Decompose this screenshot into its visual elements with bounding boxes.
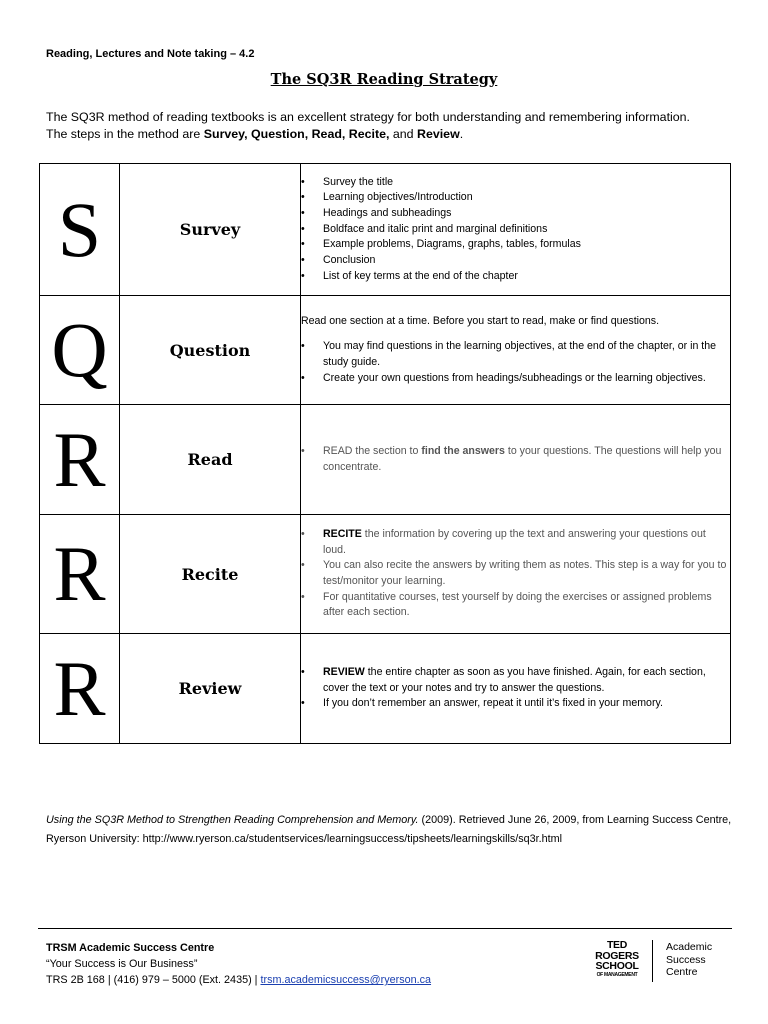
table-row-read (40, 405, 731, 515)
footer-contact (46, 972, 431, 988)
email-link[interactable]: trsm.academicsuccess@ryerson.ca (260, 974, 432, 986)
footer (46, 940, 431, 988)
letter-cell: S (40, 164, 120, 296)
step-description (301, 405, 731, 515)
footer-org-name: TRSM Academic Success Centre (46, 942, 215, 954)
logo-right-line-3: Centre (666, 966, 698, 978)
list-item (301, 527, 730, 558)
footer-divider (38, 928, 732, 929)
logo-divider (652, 940, 653, 982)
logo-line-school: SCHOOL (595, 960, 639, 972)
logo-line-ted: TED (606, 939, 628, 951)
table-row-survey (40, 164, 731, 296)
table-row-recite (40, 515, 731, 634)
step-description (301, 515, 731, 634)
page-title: The SQ3R Reading Strategy (270, 71, 498, 88)
list-item: • Conclusion (301, 253, 730, 269)
list-item: • You can also recite the answers by writing them as notes. This step is a way for you to test/monitor your learning. (301, 558, 730, 589)
logo-line-management: OF MANAGEMENT (596, 971, 638, 978)
letter-cell: Q (40, 296, 120, 405)
list-item (301, 665, 730, 696)
step-name-cell: Survey (120, 164, 301, 296)
trsm-logo (576, 940, 736, 984)
table-row-review (40, 634, 731, 744)
citation-rest: (2009). Retrieved June 26, 2009, from Learning Success Centre, Ryerson University: http://www.ryerson.ca/studentservices/learningsuccess/tipsheets/learningskills/sq3r.html (46, 814, 732, 845)
intro-steps: Survey, Question, Read, Recite, (203, 127, 390, 141)
step-description (301, 634, 731, 744)
step-name-cell: Question (120, 296, 301, 405)
list-item: • Example problems, Diagrams, graphs, tables, formulas (301, 237, 730, 253)
list-item: • Survey the title (301, 175, 730, 191)
letter-cell: R (40, 405, 120, 515)
letter-cell: R (40, 515, 120, 634)
recite-rest: the information by covering up the text and answering your questions out loud. (323, 527, 706, 556)
read-text-a: READ the section to (323, 444, 422, 457)
intro-and: and (389, 127, 417, 141)
step-description (301, 296, 731, 405)
step-name-cell: Recite (120, 515, 301, 634)
list-item: • Learning objectives/Introduction (301, 190, 730, 206)
ted-rogers-logo-text (576, 940, 658, 978)
review-bold: REVIEW (323, 665, 365, 678)
intro-period: . (459, 127, 464, 141)
list-item: • Boldface and italic print and marginal definitions (301, 222, 730, 238)
list-item (301, 444, 730, 475)
read-text-b: find the answers (421, 444, 505, 457)
logo-right-line-2: Success (666, 953, 706, 966)
intro-last-step: Review (417, 127, 460, 141)
list-item: • List of key terms at the end of the chapter (301, 269, 730, 285)
list-item: • You may find questions in the learning objectives, at the end of the chapter, or in the study guide. (301, 339, 730, 370)
logo-right-line-1: Academic (666, 941, 713, 953)
letter-cell: R (40, 634, 120, 744)
list-item: • For quantitative courses, test yourself by doing the exercises or assigned problems after each section. (301, 590, 730, 621)
header-course-label: Reading, Lectures and Note taking – 4.2 (46, 48, 255, 60)
list-item: • Create your own questions from headings/subheadings or the learning objectives. (301, 371, 730, 387)
sq3r-table (39, 163, 731, 744)
step-name-cell: Review (120, 634, 301, 744)
footer-contact-text: TRS 2B 168 | (416) 979 – 5000 (Ext. 2435) | (46, 974, 261, 986)
intro-line-2 (46, 126, 736, 143)
list-item: • Headings and subheadings (301, 206, 730, 222)
intro-paragraph (46, 109, 736, 143)
intro-prefix: The steps in the method are (46, 127, 204, 141)
list-item: • If you don’t remember an answer, repeat it until it’s fixed in your memory. (301, 696, 730, 712)
step-description (301, 164, 731, 296)
academic-success-centre-logo-text (666, 941, 712, 979)
intro-line-1: The SQ3R method of reading textbooks is an excellent strategy for both understanding and remembering information. (46, 110, 690, 124)
step-lead-text: Read one section at a time. Before you start to read, make or find questions. (301, 314, 660, 327)
citation-title: Using the SQ3R Method to Strengthen Reading Comprehension and Memory. (46, 814, 419, 826)
table-row-question (40, 296, 731, 405)
recite-bold: RECITE (323, 527, 362, 540)
citation (46, 811, 736, 849)
read-text-c: to your questions. The questions will help you concentrate. (323, 444, 722, 473)
footer-tagline: “Your Success is Our Business” (46, 958, 198, 970)
logo-line-rogers: ROGERS (595, 949, 639, 962)
step-name-cell: Read (120, 405, 301, 515)
review-rest: the entire chapter as soon as you have finished. Again, for each section, cover the text or your notes and try to answer the questions. (323, 665, 706, 694)
